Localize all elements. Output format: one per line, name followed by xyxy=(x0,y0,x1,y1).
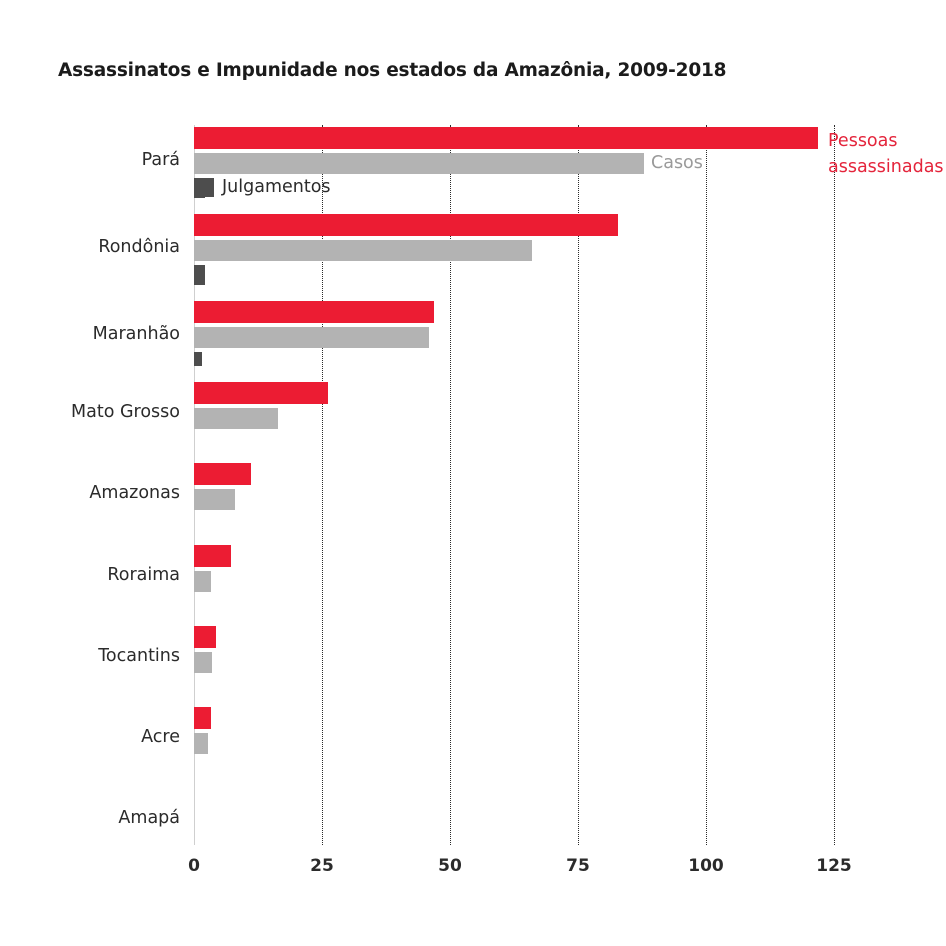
bar-pessoas-assassinadas xyxy=(194,463,251,485)
category-label: Tocantins xyxy=(98,646,180,666)
bar-casos xyxy=(194,652,212,673)
bar-pessoas-assassinadas xyxy=(194,127,818,149)
bar-casos xyxy=(194,489,235,510)
x-axis xyxy=(188,856,852,896)
category-label: Amapá xyxy=(118,808,180,828)
bar-casos xyxy=(194,240,532,261)
bar-casos xyxy=(194,327,429,348)
bar-group-roraima xyxy=(107,543,946,603)
x-tick-label: 25 xyxy=(310,856,334,876)
bar-group-tocantins xyxy=(98,624,946,684)
bar-casos xyxy=(194,733,208,754)
x-tick-label: 100 xyxy=(688,856,724,876)
bar-pessoas-assassinadas xyxy=(194,707,211,729)
annotation-casos: Casos xyxy=(651,153,703,173)
category-label: Acre xyxy=(141,727,180,747)
bar-pessoas-assassinadas xyxy=(194,301,434,323)
category-label: Rondônia xyxy=(98,237,180,257)
x-tick-label: 50 xyxy=(438,856,462,876)
bar-group-mato-grosso xyxy=(71,380,946,440)
annotation-pessoas-assassinadas-line2: assassinadas xyxy=(828,157,944,177)
annotation-pessoas-assassinadas-line1: Pessoas xyxy=(828,131,898,151)
category-label: Amazonas xyxy=(89,483,180,503)
bar-pessoas-assassinadas xyxy=(194,545,231,567)
x-tick-label: 75 xyxy=(566,856,590,876)
bar-julgamentos xyxy=(194,265,205,285)
julgamentos-swatch xyxy=(194,178,214,197)
bar-group-maranhao xyxy=(92,299,946,379)
bar-casos xyxy=(194,153,644,174)
bar-pessoas-assassinadas xyxy=(194,382,328,404)
category-label: Mato Grosso xyxy=(71,402,180,422)
bar-group-acre xyxy=(141,705,946,765)
category-label: Maranhão xyxy=(92,324,180,344)
bar-group-amapa xyxy=(118,786,946,846)
bar-casos xyxy=(194,408,278,429)
bar-casos xyxy=(194,571,211,592)
category-label: Roraima xyxy=(107,565,180,585)
x-tick-label: 125 xyxy=(816,856,852,876)
page-title: Assassinatos e Impunidade nos estados da Amazônia, 2009-2018 xyxy=(58,60,727,81)
annotation-julgamentos: Julgamentos xyxy=(222,177,331,197)
bar-pessoas-assassinadas xyxy=(194,214,618,236)
plot-area xyxy=(71,125,944,845)
bar-group-rondonia xyxy=(98,212,946,292)
bar-pessoas-assassinadas xyxy=(194,626,216,648)
bar-julgamentos xyxy=(194,352,202,366)
category-label: Pará xyxy=(141,150,180,170)
x-tick-label: 0 xyxy=(188,856,200,876)
bar-group-amazonas xyxy=(89,461,946,521)
